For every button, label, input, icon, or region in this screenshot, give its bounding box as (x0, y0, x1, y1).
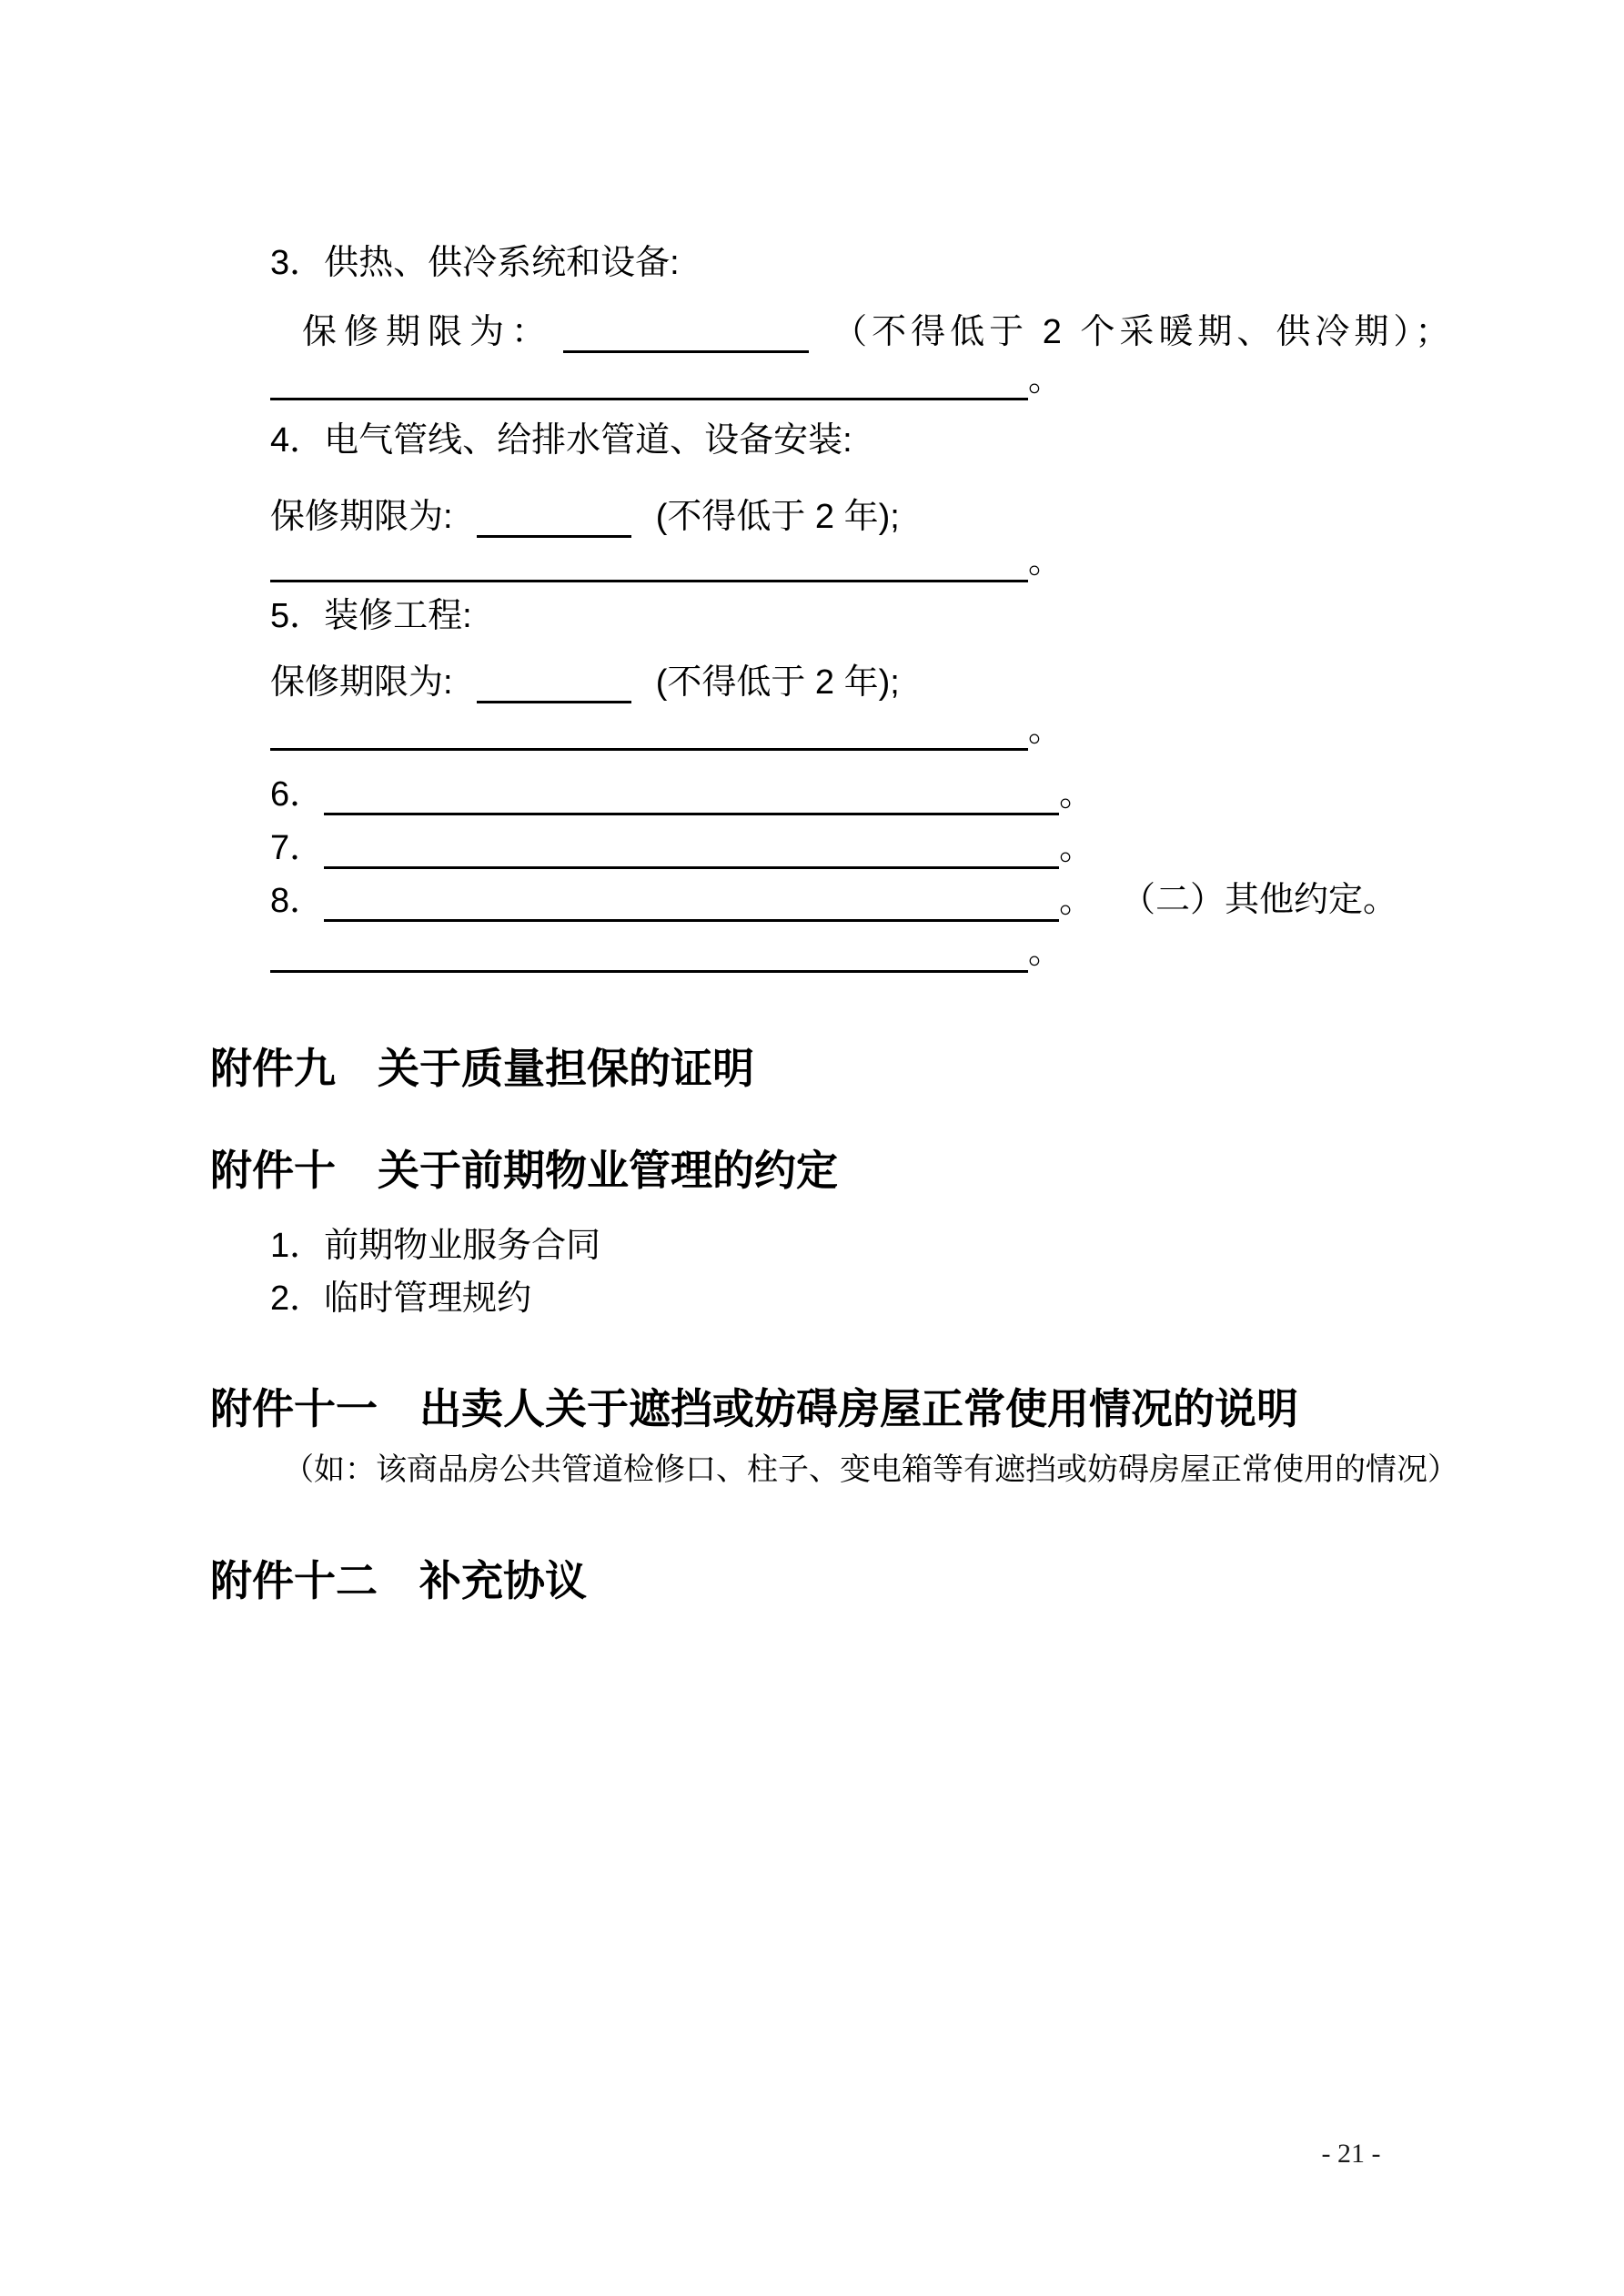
attachment-ten-heading: 附件十 关于前期物业管理的约定 (210, 1147, 838, 1194)
item5-title: 5．装修工程: (270, 597, 472, 635)
item4-warranty-period-blank[interactable] (477, 495, 631, 538)
item3-remark-row (270, 358, 1063, 400)
trailing-remark-end: 。 (1028, 933, 1064, 971)
attachment-twelve-heading: 附件十二 补充协议 (210, 1557, 587, 1604)
item3-remark-end: 。 (1028, 360, 1064, 399)
item7-blank[interactable] (324, 826, 1059, 869)
attachment-ten-item2: 2．临时管理规约 (270, 1279, 532, 1318)
item3-warranty-row (302, 310, 1454, 353)
item5-warranty-note: (不得低于 2 年); (655, 663, 900, 702)
item4-warranty-row (270, 495, 900, 538)
item3-warranty-label: 保修期限为： (302, 313, 554, 351)
attachment-eleven-heading: 附件十一 出卖人关于遮挡或妨碍房屋正常使用情况的说明 (210, 1385, 1298, 1432)
item3-warranty-period-blank[interactable] (563, 310, 809, 353)
item4-remark-end: 。 (1028, 542, 1064, 581)
item7-row (270, 826, 1094, 869)
item4-warranty-label: 保修期限为: (270, 498, 453, 536)
item3-remark-blank[interactable] (270, 358, 1028, 400)
item6-number: 6． (270, 775, 325, 814)
attachment-ten-item1: 1．前期物业服务合同 (270, 1227, 601, 1265)
attachment-nine-heading: 附件九 关于质量担保的证明 (210, 1045, 754, 1092)
item7-number: 7． (270, 829, 325, 867)
trailing-remark-blank[interactable] (270, 930, 1028, 973)
item5-remark-row (270, 708, 1063, 751)
item5-warranty-label: 保修期限为: (270, 663, 453, 702)
page-number: - 21 - (1321, 2139, 1381, 2169)
item5-remark-blank[interactable] (270, 708, 1028, 751)
item5-remark-end: 。 (1028, 711, 1064, 749)
item4-remark-row (270, 540, 1063, 582)
attachment-eleven-note: （如：该商品房公共管道检修口、柱子、变电箱等有遮挡或妨碍房屋正常使用的情况） (283, 1452, 1458, 1487)
item8-number: 8． (270, 882, 325, 920)
item3-warranty-note: （不得低于 2 个采暖期、供冷期）； (832, 313, 1455, 351)
item6-end: 。 (1059, 775, 1094, 814)
item6-blank[interactable] (324, 773, 1059, 815)
item4-remark-blank[interactable] (270, 540, 1028, 582)
item6-row (270, 773, 1094, 815)
item8-end: 。 (1059, 882, 1094, 920)
item4-title: 4．电气管线、给排水管道、设备安装: (270, 421, 852, 460)
item5-warranty-row (270, 661, 900, 703)
item8-row (270, 879, 1094, 922)
other-agreement-label: （二）其他约定。 (1121, 881, 1398, 919)
item4-warranty-note: (不得低于 2 年); (655, 498, 900, 536)
item7-end: 。 (1059, 829, 1094, 867)
item5-warranty-period-blank[interactable] (477, 661, 631, 703)
item3-title: 3．供热、供冷系统和设备: (270, 244, 680, 282)
item8-blank[interactable] (324, 879, 1059, 922)
trailing-remark-row (270, 930, 1063, 973)
